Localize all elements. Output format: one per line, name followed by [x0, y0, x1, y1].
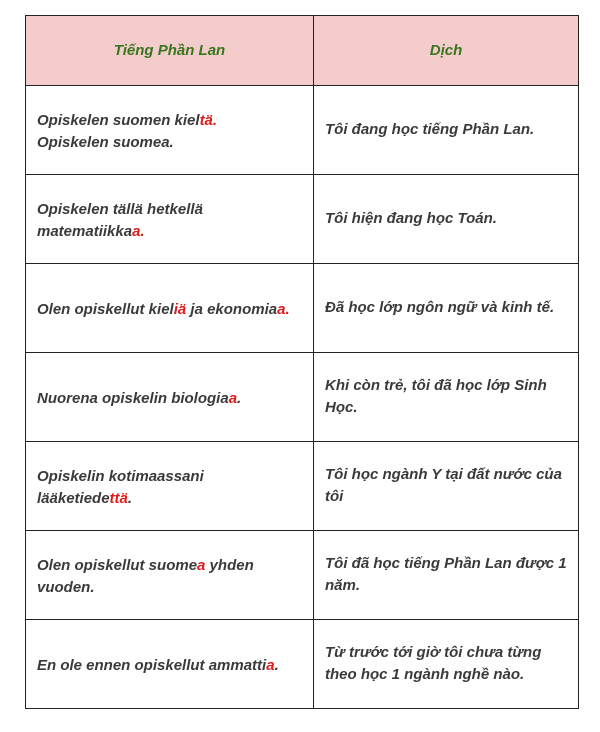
table-row: [26, 531, 579, 620]
sentence-text: Opiskelin kotimaassani lääketiede: [37, 468, 204, 507]
sentence-text: .: [127, 490, 133, 507]
vietnamese-translation: Tôi đã học tiếng Phần Lan được 1 năm.: [314, 531, 579, 620]
ending-highlight: a: [197, 557, 206, 574]
sentence-text: .: [237, 390, 242, 407]
sentence-text: Olen opiskellut kiel: [37, 301, 174, 318]
ending-highlight: a: [266, 657, 275, 674]
vietnamese-translation: Đã học lớp ngôn ngữ và kinh tế.: [314, 264, 579, 353]
sentence-text: Olen opiskellut suome: [37, 557, 198, 574]
ending-highlight: iä: [173, 301, 187, 318]
sentence-text: Opiskelen tällä hetkellä matematiikka: [37, 201, 203, 240]
ending-highlight: tä.: [199, 112, 218, 129]
table-body: [26, 86, 579, 709]
table-row: [26, 264, 579, 353]
ending-highlight: a: [228, 390, 238, 407]
finnish-sentence: [26, 264, 314, 353]
table-row: [26, 175, 579, 264]
finnish-sentence: [26, 620, 314, 709]
sentence-text: Opiskelen suomen kiel: [37, 112, 200, 129]
vietnamese-translation: Tôi hiện đang học Toán.: [314, 175, 579, 264]
sentence-text: En ole ennen opiskellut ammatti: [37, 657, 267, 674]
ending-highlight: a.: [277, 301, 290, 318]
table-header-row: [26, 16, 579, 86]
finnish-sentence: [26, 175, 314, 264]
finnish-sentence: [26, 86, 314, 175]
table-row: [26, 620, 579, 709]
table-row: [26, 353, 579, 442]
vietnamese-translation: Tôi đang học tiếng Phần Lan.: [314, 86, 579, 175]
sentence-text: Opiskelen suomea.: [37, 134, 174, 151]
ending-highlight: ttä: [109, 490, 128, 507]
translation-table: [25, 15, 579, 709]
ending-highlight: a.: [132, 223, 145, 240]
finnish-sentence: [26, 442, 314, 531]
table-row: [26, 86, 579, 175]
header-finnish: Tiếng Phần Lan: [26, 16, 314, 86]
sentence-text: Nuorena opiskelin biologia: [37, 390, 229, 407]
finnish-sentence: [26, 353, 314, 442]
vietnamese-translation: Từ trước tới giờ tôi chưa từng theo học 1 ngành nghề nào.: [314, 620, 579, 709]
sentence-text: .: [274, 657, 279, 674]
vietnamese-translation: Tôi học ngành Y tại đất nước của tôi: [314, 442, 579, 531]
finnish-sentence: [26, 531, 314, 620]
vietnamese-translation: Khi còn trẻ, tôi đã học lớp Sinh Học.: [314, 353, 579, 442]
sentence-text: ja ekonomia: [186, 301, 278, 318]
table-row: [26, 442, 579, 531]
sentence-text: yhden vuoden.: [37, 557, 254, 596]
header-vietnamese: Dịch: [314, 16, 579, 86]
